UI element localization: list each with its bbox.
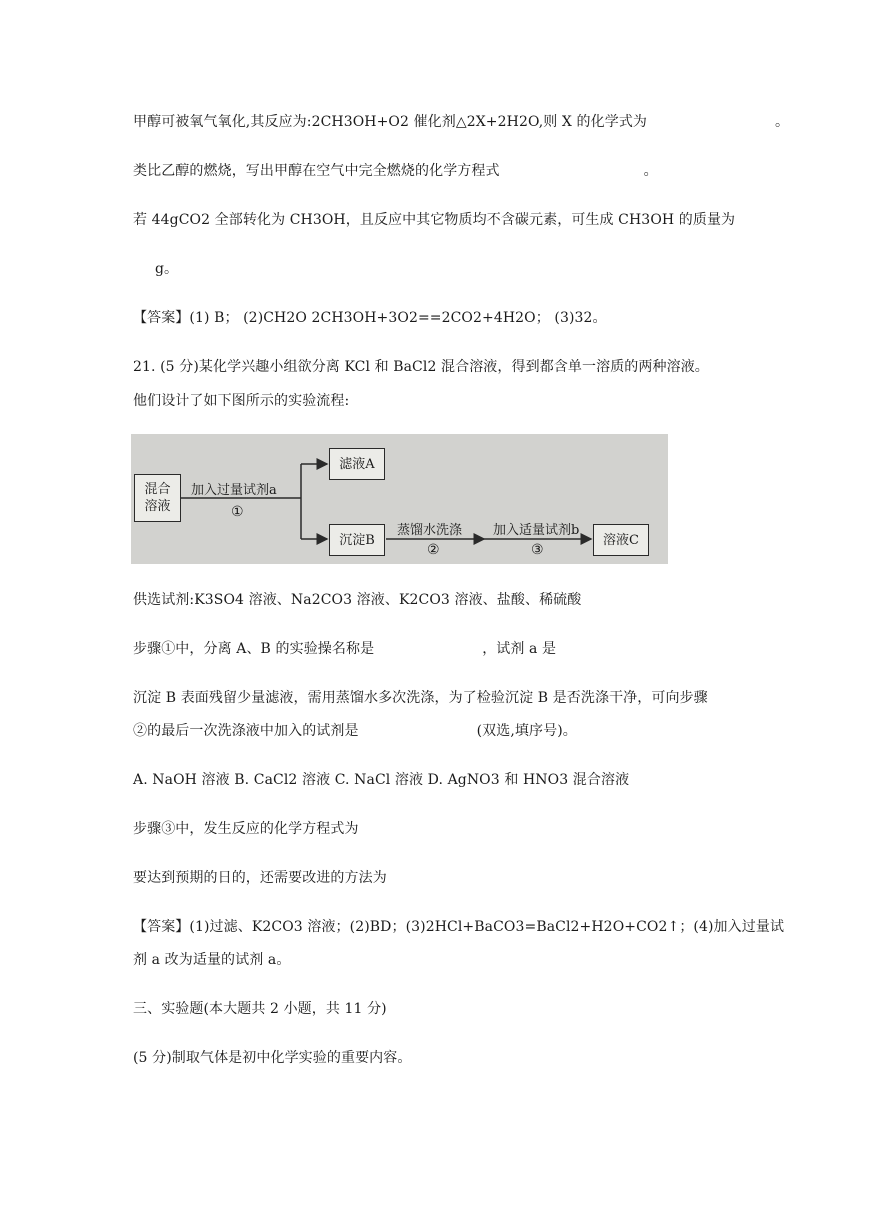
q20-line-1: [133, 112, 789, 132]
box-solution-c: 溶液C: [593, 524, 649, 556]
q21-options: A. NaOH 溶液 B. CaCl2 溶液 C. NaCl 溶液 D. AgNO3 和 HNO3 混合溶液: [133, 772, 630, 788]
q21-answer-1: 【答案】(1)过滤、K2CO3 溶液；(2)BD；(3)2HCl+BaCO3=BaCl2+H2O+CO2↑；(4)加入过量试: [133, 919, 785, 935]
q21-step3-question: 步骤③中，发生反应的化学方程式为: [133, 821, 359, 837]
q20-line-1-text: 甲醇可被氧气氧化,其反应为:2CH3OH+O2 催化剂△2X+2H2O,则 X 的化学式为: [133, 114, 648, 130]
box-precipitate-b: 沉淀B: [329, 524, 385, 556]
flow-arrows: [131, 434, 668, 564]
label-step-3: ③: [531, 542, 544, 558]
box-filtrate-a: 滤液A: [329, 448, 385, 480]
q20-line-4: g。: [155, 261, 179, 277]
label-distilled-water-wash: 蒸馏水洗涤: [397, 523, 463, 538]
q21-answer-2: 剂 a 改为适量的试剂 a。: [133, 952, 291, 968]
q20-line-2-text: 类比乙醇的燃烧，写出甲醇在空气中完全燃烧的化学方程式: [133, 163, 500, 179]
label-add-proper-reagent-b: 加入适量试剂b: [493, 523, 580, 538]
q20-line-3: 若 44gCO2 全部转化为 CH3OH，且反应中其它物质均不含碳元素，可生成 CH3OH 的质量为: [133, 212, 736, 228]
q21-wash-hint: (双选,填序号)。: [476, 723, 577, 739]
q21-wash-question-2: [133, 721, 577, 741]
q21-intro-2: 他们设计了如下图所示的实验流程:: [133, 393, 350, 409]
box-mixed-solution: 混合 溶液: [134, 474, 181, 522]
q20-answer: 【答案】(1) B； (2)CH2O 2CH3OH+3O2==2CO2+4H2O； (3)32。: [133, 310, 607, 326]
q21-wash-text: ②的最后一次洗涤液中加入的试剂是: [133, 723, 359, 739]
q21-step1-question: [133, 639, 556, 659]
q22-intro: (5 分)制取气体是初中化学实验的重要内容。: [133, 1050, 412, 1066]
q21-step1-text: 步骤①中，分离 A、B 的实验操名称是: [133, 641, 375, 657]
q21-reagents: 供选试剂:K3SO4 溶液、Na2CO3 溶液、K2CO3 溶液、盐酸、稀硫酸: [133, 592, 582, 608]
q20-line-2: [133, 161, 658, 181]
label-add-excess-reagent-a: 加入过量试剂a: [191, 483, 277, 498]
q21-step1-reagent-a: ，试剂 a 是: [482, 641, 557, 657]
label-step-2: ②: [427, 542, 440, 558]
q21-intro-1: 21. (5 分)某化学兴趣小组欲分离 KCl 和 BaCl2 混合溶液，得到都含单一溶质的两种溶液。: [133, 359, 709, 375]
q21-improve-question: 要达到预期的日的，还需要改进的方法为: [133, 870, 387, 886]
q21-wash-question-1: 沉淀 B 表面残留少量滤液，需用蒸馏水多次洗涤，为了检验沉淀 B 是否洗涤干净，可向步骤: [133, 690, 708, 706]
label-step-1: ①: [231, 504, 244, 520]
q20-line-2-end: 。: [643, 163, 658, 179]
section-3-title: 三、实验题(本大题共 2 小题，共 11 分): [133, 1001, 387, 1017]
q20-line-1-end: 。: [775, 114, 790, 130]
experiment-flow-diagram: [131, 434, 668, 564]
